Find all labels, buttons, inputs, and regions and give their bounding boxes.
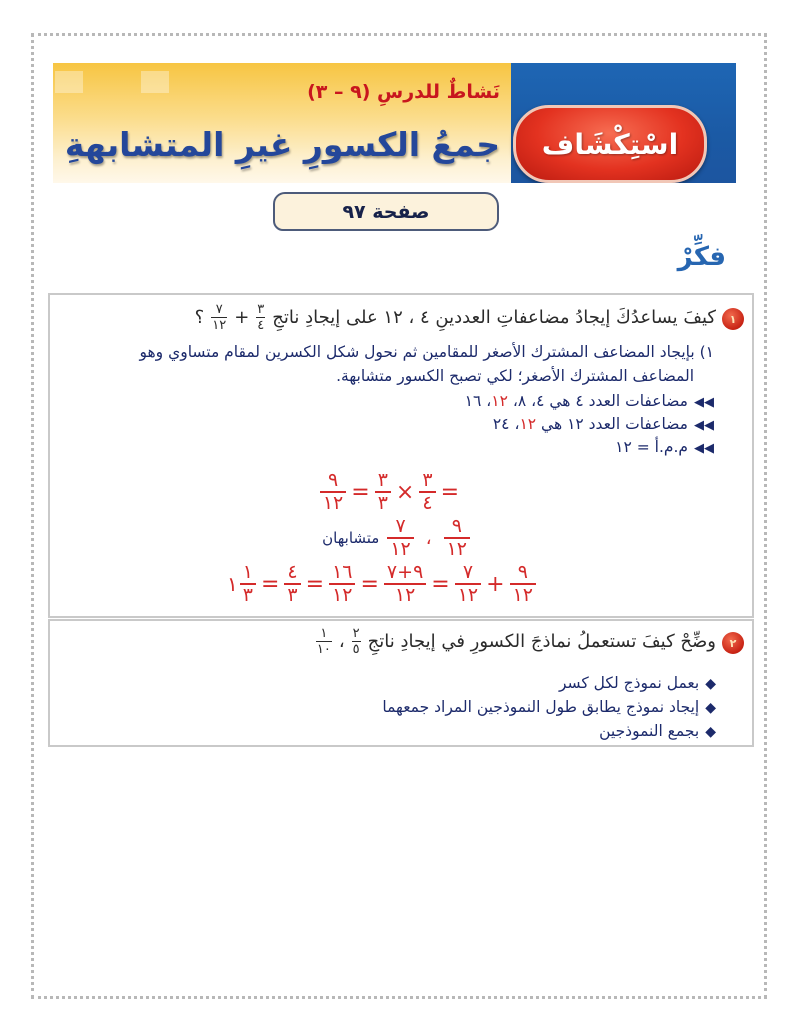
bullet-item [559, 674, 716, 692]
numerator: ٣ [422, 469, 433, 491]
bullet-text: مضاعفات العدد ١٢ هي [536, 415, 688, 433]
bullet-text: بجمع النموذجين [599, 722, 700, 740]
math-row-2 [322, 517, 472, 559]
question-text: وضِّحْ كيفَ تستعملُ نماذجَ الكسورِ في إيجادِ ناتجِ [367, 631, 716, 652]
explore-badge-label: اسْتِكْشَاف [541, 127, 679, 161]
equals-sign: = [260, 571, 280, 597]
fraction [256, 303, 265, 332]
fraction [316, 627, 332, 656]
equals-sign: = [440, 479, 459, 505]
numerator: ١٦ [332, 561, 353, 583]
denominator: ٣ [242, 584, 253, 606]
denominator: ٣ [377, 492, 388, 514]
numerator: ٧ [462, 561, 474, 583]
diamond-bullet-icon: ◆ [705, 724, 716, 740]
numerator: ١ [320, 626, 328, 641]
comma: ، [338, 631, 345, 652]
fraction [444, 517, 470, 559]
double-arrow-icon: ◀◀ [694, 395, 714, 410]
question-1-text [195, 303, 716, 332]
bullet-item [382, 698, 716, 716]
denominator: ١٢ [394, 584, 416, 606]
numerator: ٩ [451, 515, 462, 537]
bullet-item [493, 415, 714, 433]
question-number: ٢ [729, 636, 737, 650]
equals-sign: = [360, 571, 379, 597]
denominator: ١٢ [446, 538, 467, 560]
fraction [510, 563, 536, 605]
highlighted-number: ١٢ [491, 392, 508, 410]
denominator: ١٢ [332, 584, 353, 606]
fraction [352, 627, 361, 656]
diamond-bullet-icon: ◆ [705, 700, 716, 716]
bullet-item [615, 438, 714, 456]
diamond-bullet-icon: ◆ [705, 676, 716, 692]
bullet-text: مضاعفات العدد ٤ هي ٤، ٨، [507, 392, 688, 410]
denominator: ٤ [257, 318, 265, 333]
equals-sign: = [351, 479, 370, 505]
bullet-item [465, 392, 714, 410]
banner-decor [55, 71, 83, 93]
numerator: ٧ [395, 515, 406, 537]
banner-decor [141, 71, 169, 93]
denominator: ١٢ [512, 584, 533, 606]
math-row-1 [318, 471, 462, 513]
bullet-text: ، ٢٤ [492, 415, 520, 433]
bullet-text: ، ١٦ [464, 392, 492, 410]
highlighted-number: ١٢ [519, 415, 537, 433]
denominator: ٥ [352, 642, 360, 657]
fraction [284, 563, 300, 605]
numerator: ٤ [287, 561, 298, 583]
question-1-box [48, 293, 754, 618]
equals-sign: = [305, 571, 325, 597]
numerator: ٩+٧ [386, 561, 424, 583]
numerator: ٩ [517, 561, 528, 583]
denominator: ١٢ [212, 318, 227, 333]
plus-sign: + [234, 307, 250, 328]
similar-label: متشابهان [322, 529, 380, 547]
numerator: ٣ [377, 469, 388, 491]
lesson-label: نَشاطٌ للدرسِ (٩ – ٣) [307, 81, 500, 103]
whole-number: ١ [227, 572, 238, 596]
bullet-text: إيجاد نموذج يطابق طول النموذجين المراد جمعهما [382, 698, 700, 716]
plus-sign: + [486, 571, 505, 597]
explore-badge [513, 105, 707, 183]
math-row-3 [227, 563, 538, 605]
question-2-text [314, 627, 716, 656]
times-sign: × [395, 479, 415, 505]
denominator: ١٢ [322, 492, 344, 514]
numerator: ٣ [257, 302, 265, 317]
fraction [320, 471, 346, 513]
fraction [211, 303, 227, 332]
page-reference [273, 192, 499, 231]
question-text: كيفَ يساعدُكَ إيجادُ مضاعفاتِ العددينِ ٤ ، ١٢ على إيجادِ ناتجِ [272, 307, 716, 328]
denominator: ١٢ [390, 538, 411, 560]
denominator: ٣ [287, 584, 298, 606]
think-heading: فكِّرْ [677, 242, 726, 272]
question-number-badge [722, 632, 744, 654]
numerator: ١ [242, 561, 253, 583]
fraction [455, 563, 481, 605]
bullet-text: بعمل نموذج لكل كسر [558, 674, 700, 692]
question-2-box [48, 619, 754, 747]
double-arrow-icon: ◀◀ [694, 441, 714, 456]
comma: ، [425, 527, 432, 549]
question-number: ١ [729, 312, 737, 326]
page-reference-label: صفحة ٩٧ [342, 200, 430, 223]
lesson-banner [53, 63, 736, 183]
denominator: ١٠ [316, 642, 331, 657]
fraction [240, 563, 256, 605]
question-number-badge [722, 308, 744, 330]
fraction [419, 471, 435, 513]
bullet-text: م.م.أ = ١٢ [615, 438, 688, 456]
fraction [387, 517, 413, 559]
bullet-item [599, 722, 716, 740]
answer-line: المضاعف المشترك الأصغر؛ لكي تصبح الكسور متشابهة. [336, 367, 694, 385]
double-arrow-icon: ◀◀ [694, 418, 714, 433]
fraction [384, 563, 426, 605]
denominator: ٤ [422, 492, 433, 514]
question-mark: ؟ [194, 307, 205, 328]
denominator: ١٢ [457, 584, 479, 606]
fraction [375, 471, 391, 513]
answer-line: ١) بإيجاد المضاعف المشترك الأصغر للمقامين ثم نحول شكل الكسرين لمقام متساوي وهو [139, 343, 714, 361]
numerator: ٩ [327, 469, 339, 491]
numerator: ٧ [215, 302, 223, 317]
numerator: ٢ [352, 626, 360, 641]
equals-sign: = [431, 571, 450, 597]
fraction [329, 563, 355, 605]
page-title: جمعُ الكسورِ غيرِ المتشابهةِ [64, 125, 500, 164]
